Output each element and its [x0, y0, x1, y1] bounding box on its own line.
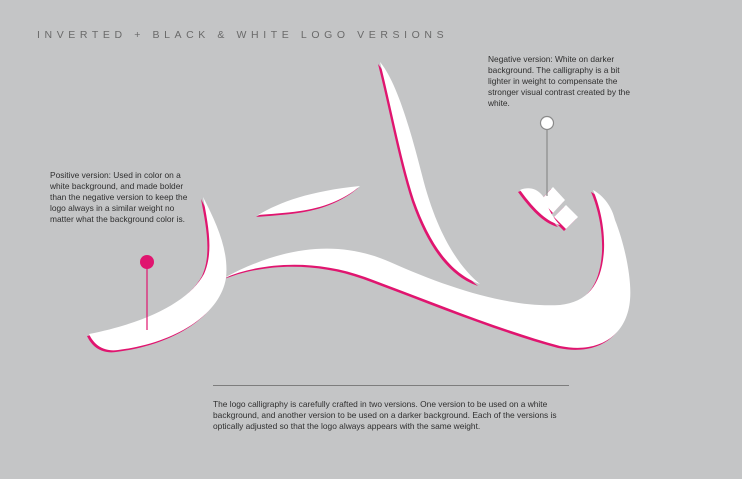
page-title: INVERTED + BLACK & WHITE LOGO VERSIONS [37, 29, 449, 41]
magenta-dot-marker-icon [140, 255, 154, 269]
footer-divider [213, 385, 569, 386]
footer-description: The logo calligraphy is carefully crafted in two versions. One version to be used on a white background, and another version to be used on a darker background. Each of the versions is optically adjusted so that the logo always appears with the same weight. [213, 399, 557, 431]
negative-version-note: Negative version: White on darker background. The calligraphy is a bit lighter in weight to compensate the stronger visual contrast created by the white. [488, 54, 630, 108]
white-ring-marker-icon [541, 117, 554, 130]
positive-version-note: Positive version: Used in color on a white background, and made bolder than the negative version to keep the logo always in a similar weight no matter what the background color is. [50, 170, 188, 224]
negative-version-pointer [541, 117, 554, 197]
